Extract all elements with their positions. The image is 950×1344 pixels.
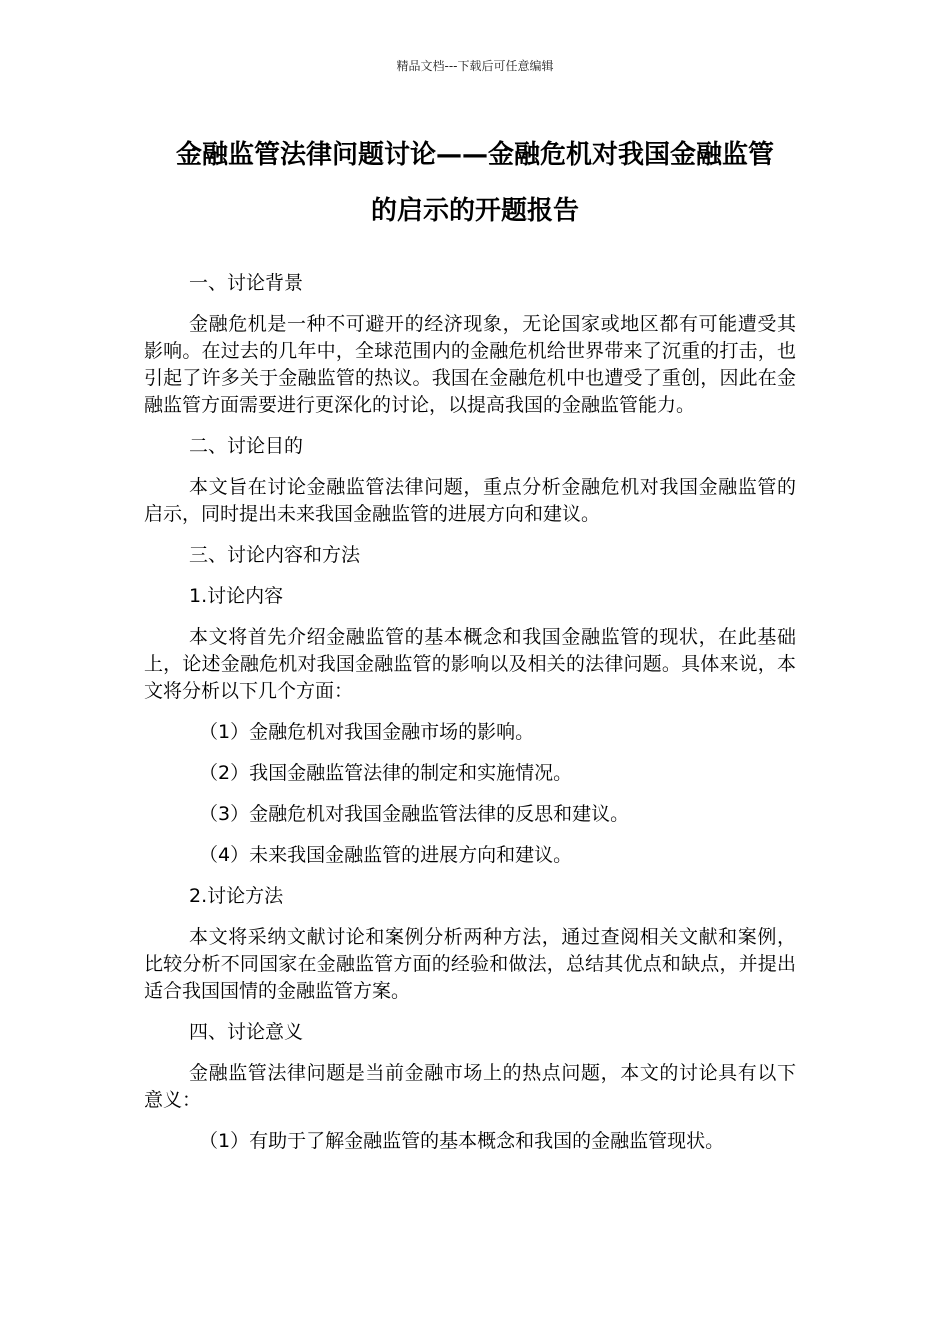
section-heading-significance: 四、讨论意义: [189, 1021, 304, 1043]
subheading-content: 1.讨论内容: [189, 585, 284, 607]
paragraph-purpose: 本文旨在讨论金融监管法律问题，重点分析金融危机对我国金融监管的启示，同时提出未来我国金融监管的进展方向和建议。: [144, 476, 796, 525]
list-item: （1）有助于了解金融监管的基本概念和我国的金融监管现状。: [199, 1130, 725, 1152]
list-item: （2）我国金融监管法律的制定和实施情况。: [199, 762, 573, 784]
document-body: [144, 270, 796, 1169]
paragraph-method: 本文将采纳文献讨论和案例分析两种方法，通过查阅相关文献和案例，比较分析不同国家在金融监管方面的经验和做法，总结其优点和缺点，并提出适合我国国情的金融监管方案。: [144, 926, 796, 1002]
document-title-line-1: 金融监管法律问题讨论——金融危机对我国金融监管: [175, 140, 774, 170]
section-heading-content-method: 三、讨论内容和方法: [189, 544, 361, 566]
list-item: （1）金融危机对我国金融市场的影响。: [199, 721, 535, 743]
list-item: （3）金融危机对我国金融监管法律的反思和建议。: [199, 803, 630, 825]
paragraph-background: 金融危机是一种不可避开的经济现象，无论国家或地区都有可能遭受其影响。在过去的几年中，全球范围内的金融危机给世界带来了沉重的打击，也引起了许多关于金融监管的热议。我国在金融危机中也遭受了重创，因此在金融监管方面需要进行更深化的讨论，以提高我国的金融监管能力。: [144, 313, 796, 416]
paragraph-significance: 金融监管法律问题是当前金融市场上的热点问题，本文的讨论具有以下意义：: [144, 1062, 796, 1111]
document-title-line-2: 的启示的开题报告: [370, 196, 579, 226]
section-heading-purpose: 二、讨论目的: [189, 435, 304, 457]
section-heading-background: 一、讨论背景: [189, 272, 304, 294]
header-note: 精品文档---下载后可任意编辑: [396, 59, 554, 73]
paragraph-content: 本文将首先介绍金融监管的基本概念和我国金融监管的现状，在此基础上，论述金融危机对我国金融监管的影响以及相关的法律问题。具体来说，本文将分析以下几个方面：: [144, 626, 796, 702]
subheading-method: 2.讨论方法: [189, 885, 284, 907]
list-item: （4）未来我国金融监管的进展方向和建议。: [199, 844, 573, 866]
